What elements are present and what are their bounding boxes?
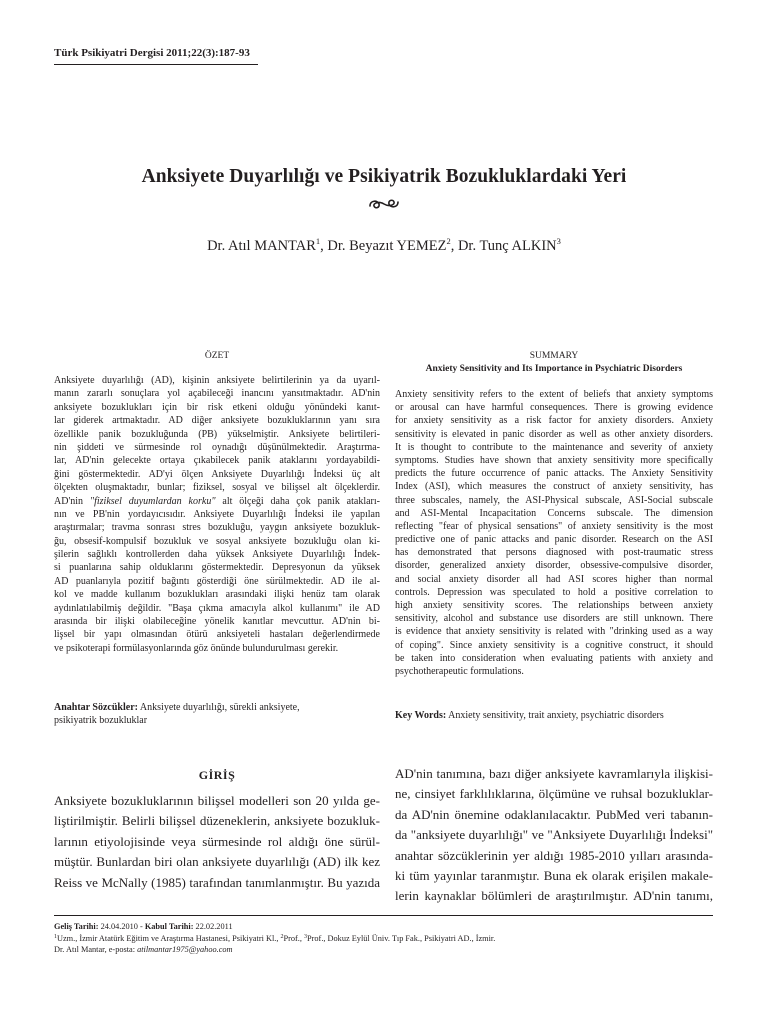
footer-divider [54, 915, 713, 916]
text-line: Anksiyete bozukluklarının bilişsel modelleri son 20 yılda ge- [54, 793, 380, 808]
giris-left-column [54, 791, 380, 893]
text-line: Index (ASI), which measures the construct of anxiety sensitivity, has [395, 481, 713, 493]
text-line: kol ve madde kullanım bozuklukları arasındaki ilişki henüz tam olarak [54, 589, 380, 601]
author-2: Dr. Beyazıt YEMEZ$^2$, [327, 236, 458, 254]
text-line: psychotherapeutic formulations. [395, 665, 524, 677]
text-line: anksiyete bozuklukları için bir risk etkeni olduğu yönündeki kanıt- [54, 401, 380, 413]
text-line: şilerin sağlıklı kontrollerden daha yüksek Anksiyete Duyarlılığı İndek- [54, 549, 380, 561]
summary-heading: SUMMARY [529, 351, 579, 361]
footer-affiliations: $^1$Uzm., İzmir Atatürk Eğitim ve Araştırma Hastanesi, Psikiyatri Kl., $^2$Prof., $^3$Prof., Dokuz Eylül Üniv. Tıp Fak., Psikiyatri AD., İzmir. [54, 934, 496, 944]
text-line: ki tüm yayınlar taranmıştır. Buna ek olarak erişilen makale- [395, 867, 713, 883]
text-line: controls. Depression was speculated to hold a positive correlation to [395, 586, 713, 598]
text-line: is evidence that anxiety sensitivity is related with "drinking used as a way [395, 626, 713, 638]
ozet-heading: ÖZET [204, 351, 230, 361]
text-line: three subscales, namely, the ASI-Physical subscale, ASI-Social subscale [395, 494, 713, 506]
text-line: lişsel bir yapı olmasından ötürü anksiyeteli hastaları değerlendirmede [54, 629, 380, 641]
text-line: be taken into consideration when evaluating patients with anxiety and [395, 652, 713, 664]
authors-line [0, 236, 768, 255]
footer-notes [54, 921, 714, 956]
text-line: ğu, obsesif-kompulsif bozukluk ve sosyal anksiyete bozukluğu olan ki- [54, 535, 380, 547]
journal-citation: Türk Psikiyatri Dergisi 2011;22(3):187-93 [54, 47, 258, 65]
text-line: sensitivity, alcohol and substance use disorders are still unknown. There [395, 613, 713, 625]
text-line: AD puanlarıyla pozitif bağıntı gösterdiği öne sürülmektedir. AD ile al- [54, 575, 380, 587]
text-line: lerin kaynaklar bölümleri de araştırılmıştır. AD'nin tanımı, [395, 888, 713, 904]
text-line: arasında bir ilişki olabileceğine yönelik kanıtlar mevcuttur. AD'nin bi- [54, 616, 380, 628]
text-line: and social anxiety disorder all had ASI scores higher than normal [395, 573, 713, 585]
text-line: manın zararlı sonuçlara yol açabileceği inancını yansıtmaktadır. AD'nin [54, 388, 380, 400]
summary-abstract [395, 388, 713, 678]
text-line: sensitivity is elevated in panic disorder as well as other anxiety disorders. [395, 428, 713, 440]
summary-subheading: Anxiety Sensitivity and Its Importance in Psychiatric Disorders [425, 364, 683, 374]
text-line: anahtar sözcüklerinin yer aldığı 1985-2010 yılları arasında- [395, 847, 713, 863]
text-line: of coping". Since anxiety sensitivity is a cognitive construct, it should [395, 639, 713, 651]
ornament-icon [0, 197, 768, 217]
text-line: It is thought to contribute to the maintenance and severity of anxiety [395, 441, 713, 453]
flourish-icon [367, 197, 401, 211]
email-link[interactable]: atilmantar1975@yahoo.com [137, 945, 233, 955]
text-line: predictive one of panic attacks and panic disorder. Research on the ASI [395, 534, 713, 546]
text-line: liştirilmiştir. Belirli bilişsel düzeneklerin, anksiyete bozukluk- [54, 813, 380, 829]
text-line: or arousal can have harmful consequences. There is growing evidence [395, 402, 713, 414]
text-line: for anxiety sensitivity as a risk factor for anxiety disorders. Anxiety [395, 415, 713, 427]
text-line: nin şiddeti ve sürmesinde rol oynadığı düşünülmektedir. Araştırma- [54, 441, 380, 453]
summary-keywords: Key Words: Anxiety sensitivity, trait anxiety, psychiatric disorders [395, 710, 664, 721]
text-line: AD'nin tanımına, bazı diğer anksiyete kavramlarıyla ilişkisi- [395, 766, 713, 781]
text-line: ve psikoterapi formülasyonlarında göz önünde bulundurulması gerekir. [54, 642, 339, 654]
text-line: müştür. Bunlardan biri olan anksiyete duyarlılığı (AD) ilk kez [54, 854, 380, 870]
text-line: high anxiety sensitivity scores. The relationships between anxiety [395, 600, 713, 611]
text-line: and ASI-Mental Incapacitation Concerns subscale. The dimension [395, 507, 713, 519]
text-line: aydınlatılabilmiş değildir. "Başa çıkma amacıyla alkol kullanımı" ile AD [54, 602, 380, 614]
text-line: disorder, generalized anxiety disorder, obsessive-compulsive disorder, [395, 560, 713, 572]
text-line: da "anksiyete duyarlılığı" ve "Anksiyete Duyarlılığı İndeksi" [395, 827, 713, 843]
text-line: nın ve PB'nin yordayıcısıdır. Anksiyete Duyarlılığı İndeksi ile yapılan [54, 508, 380, 520]
footer-dates: Geliş Tarihi: 24.04.2010 - Kabul Tarihi: 22.02.2011 [54, 922, 233, 931]
keywords-label: Anahtar Sözcükler: [54, 702, 138, 713]
text-line: ne, cinsiyet farklılıklarına, ölçümüne ve ruhsal bozukluklar- [395, 786, 713, 802]
text-line: Anxiety sensitivity refers to the extent of beliefs that anxiety symptoms [395, 389, 713, 400]
text-line: reflecting "fear of physical sensations" of anxiety sensitivity is the most [395, 520, 713, 532]
text-line: özellikle panik bozukluğunda (PB) yükselmiştir. Anksiyete belirtileri- [54, 428, 380, 440]
text-line: lar, AD'nin gelecekte ortaya çıkabilecek panik ataklarını yordayabildi- [54, 455, 380, 467]
author-3: Dr. Tunç ALKIN$^3$ [457, 236, 561, 254]
section-heading-giris: GİRİŞ [198, 768, 236, 782]
text-line: has demonstrated that persons diagnosed with post-traumatic stress [395, 547, 713, 559]
text-line: si puanlarına sahip olduklarını göstermektedir. Depresyonun da yüksek [54, 562, 380, 574]
text-line: symptoms. Studies have shown that anxiety sensitivity more specifically [395, 454, 713, 466]
text-line: AD'nin "fiziksel duyumlardan korku" alt ölçeği daha çok panik atakları- [54, 495, 380, 507]
keywords-label-en: Key Words: [395, 710, 447, 721]
text-line: lar giderek artmaktadır. AD diğer anksiyete bozukluklarının yanı sıra [54, 415, 380, 427]
article-title: Anksiyete Duyarlılığı ve Psikiyatrik Bozukluklardaki Yeri [141, 166, 627, 187]
ozet-keywords: Anahtar Sözcükler: Anksiyete duyarlılığı, sürekli anksiyete, psikiyatrik bozukluklar [54, 702, 300, 727]
text-line: da AD'nin önemine odaklanılacaktır. PubMed veri tabanın- [395, 806, 713, 822]
author-1: Dr. Atıl MANTAR$^1$, [207, 236, 328, 254]
giris-right-column [395, 764, 713, 907]
text-line: ğini göstermektedir. AD'yi ölçen Anksiyete Duyarlılığı İndeksi üç alt [54, 468, 380, 480]
text-line: larının etiyolojisinde veya sürmesinde rol aldığı öne sürül- [54, 833, 380, 849]
ozet-abstract [54, 374, 380, 655]
text-line: Anksiyete duyarlılığı (AD), kişinin anksiyete belirtilerinin ya da uyarıl- [54, 375, 380, 386]
footer-contact: Dr. Atıl Mantar, e-posta: atilmantar1975@yahoo.com [54, 945, 233, 955]
text-line: predicts the future occurrence of panic attacks. The Anxiety Sensitivity [395, 468, 713, 480]
text-line: Reiss ve McNally (1985) tarafından tanımlanmıştır. Bu yazıda [54, 874, 380, 890]
text-line: ölçekten oluşmaktadır, bunlar; fiziksel, sosyal ve bilişsel alt ölçeklerdir. [54, 482, 380, 494]
text-line: araştırmalar; travma sonrası stres bozukluğu, yaygın anksiyete bozukluk- [54, 522, 380, 534]
